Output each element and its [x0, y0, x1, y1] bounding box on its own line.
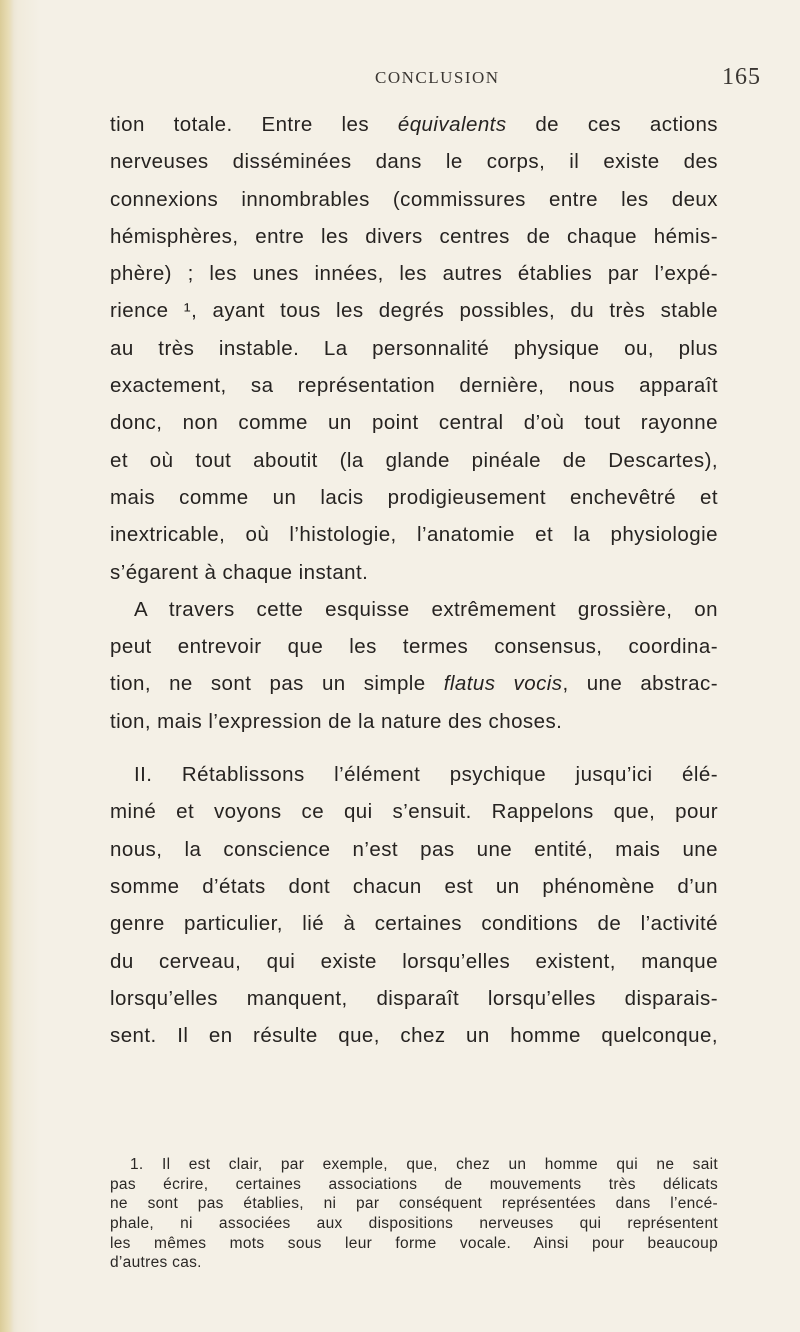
italic-text: flatus vocis: [443, 672, 563, 696]
footnote-line: d’autres cas.: [110, 1254, 202, 1272]
text-run: connexions innombrables (commissures entre les deux: [110, 187, 718, 211]
page-header: [0, 62, 800, 102]
text-line: [110, 980, 718, 1017]
text-line: [110, 106, 718, 143]
page-gutter-shadow: [0, 0, 14, 1332]
text-run: donc, non comme un point central d’où tout rayonne: [110, 411, 718, 435]
text-run: et où tout aboutit (la glande pinéale de Descartes),: [110, 448, 718, 472]
text-run: II. Rétablissons l’élément psychique jusqu’ici élé-: [134, 763, 718, 787]
paragraph: [110, 106, 718, 591]
text-line: [110, 1017, 718, 1054]
text-line: [110, 330, 718, 367]
text-line: [110, 143, 718, 180]
paragraph: [110, 591, 718, 740]
text-line: [110, 367, 718, 404]
text-run: inextricable, où l’histologie, l’anatomie et la physiologie: [110, 523, 718, 547]
text-run: tion, mais l’expression de la nature des choses.: [110, 709, 563, 733]
page-number: 165: [722, 64, 761, 90]
text-line: [110, 793, 718, 830]
text-run: tion, ne sont pas un simple: [110, 672, 444, 696]
text-line: [110, 628, 718, 665]
running-title: CONCLUSION: [375, 68, 500, 87]
text-run: A travers cette esquisse extrêmement grossière, on: [134, 597, 718, 621]
italic-text: équivalents: [397, 113, 507, 136]
text-line: [110, 905, 718, 942]
text-line: [110, 554, 718, 591]
footnote: [110, 1155, 718, 1273]
body-text: [110, 106, 718, 1054]
text-run: phère) ; les unes innées, les autres établies par l’expé-: [110, 262, 718, 286]
text-run: somme d’états dont chacun est un phénomène d’un: [110, 874, 718, 898]
footnote-line: les mêmes mots sous leur forme vocale. Ainsi pour beaucoup: [110, 1234, 718, 1252]
text-line: [110, 868, 718, 905]
text-line: [110, 756, 718, 793]
text-run: sent. Il en résulte que, chez un homme quelconque,: [110, 1024, 718, 1048]
text-line: [110, 292, 718, 329]
text-run: mais comme un lacis prodigieusement enchevêtré et: [110, 485, 718, 509]
text-line: [110, 218, 718, 255]
text-run: rience ¹, ayant tous les degrés possibles, du très stable: [110, 299, 718, 323]
text-run: au très instable. La personnalité physique ou, plus: [110, 336, 718, 360]
paragraph-gap: [110, 740, 718, 756]
text-line: [110, 442, 718, 479]
footnote-line: 1. Il est clair, par exemple, que, chez un homme qui ne sait: [130, 1156, 718, 1173]
text-line: [110, 943, 718, 980]
paragraph: [110, 756, 718, 1054]
text-line: [110, 181, 718, 218]
text-line: [110, 479, 718, 516]
footnote-line: phale, ni associées aux dispositions nerveuses qui représentent: [110, 1215, 718, 1233]
text-line: [110, 831, 718, 868]
text-line: [110, 516, 718, 553]
text-run: miné et voyons ce qui s’ensuit. Rappelons que, pour: [110, 800, 718, 824]
text-line: [110, 703, 718, 740]
text-run: s’égarent à chaque instant.: [110, 560, 369, 584]
text-line: [110, 255, 718, 292]
text-run: tion totale. Entre les: [110, 113, 398, 136]
text-run: genre particulier, lié à certaines conditions de l’activité: [110, 912, 718, 936]
text-run: nous, la conscience n’est pas une entité, mais une: [110, 837, 718, 861]
text-run: lorsqu’elles manquent, disparaît lorsqu’elles disparais-: [110, 986, 718, 1010]
text-run: du cerveau, qui existe lorsqu’elles existent, manque: [110, 949, 718, 973]
footnote-line: ne sont pas établies, ni par conséquent représentées dans l’encé-: [110, 1195, 718, 1213]
text-run: hémisphères, entre les divers centres de chaque hémis-: [110, 224, 718, 248]
text-run: exactement, sa représentation dernière, nous apparaît: [110, 374, 718, 398]
text-run: de ces actions: [506, 113, 718, 136]
text-run: , une abstrac-: [562, 672, 718, 696]
text-line: [110, 591, 718, 628]
text-line: [110, 665, 718, 702]
text-run: nerveuses disséminées dans le corps, il existe des: [110, 150, 718, 174]
footnote-line: pas écrire, certaines associations de mouvements très délicats: [110, 1175, 718, 1193]
text-run: peut entrevoir que les termes consensus, coordina-: [110, 635, 718, 659]
text-line: [110, 404, 718, 441]
